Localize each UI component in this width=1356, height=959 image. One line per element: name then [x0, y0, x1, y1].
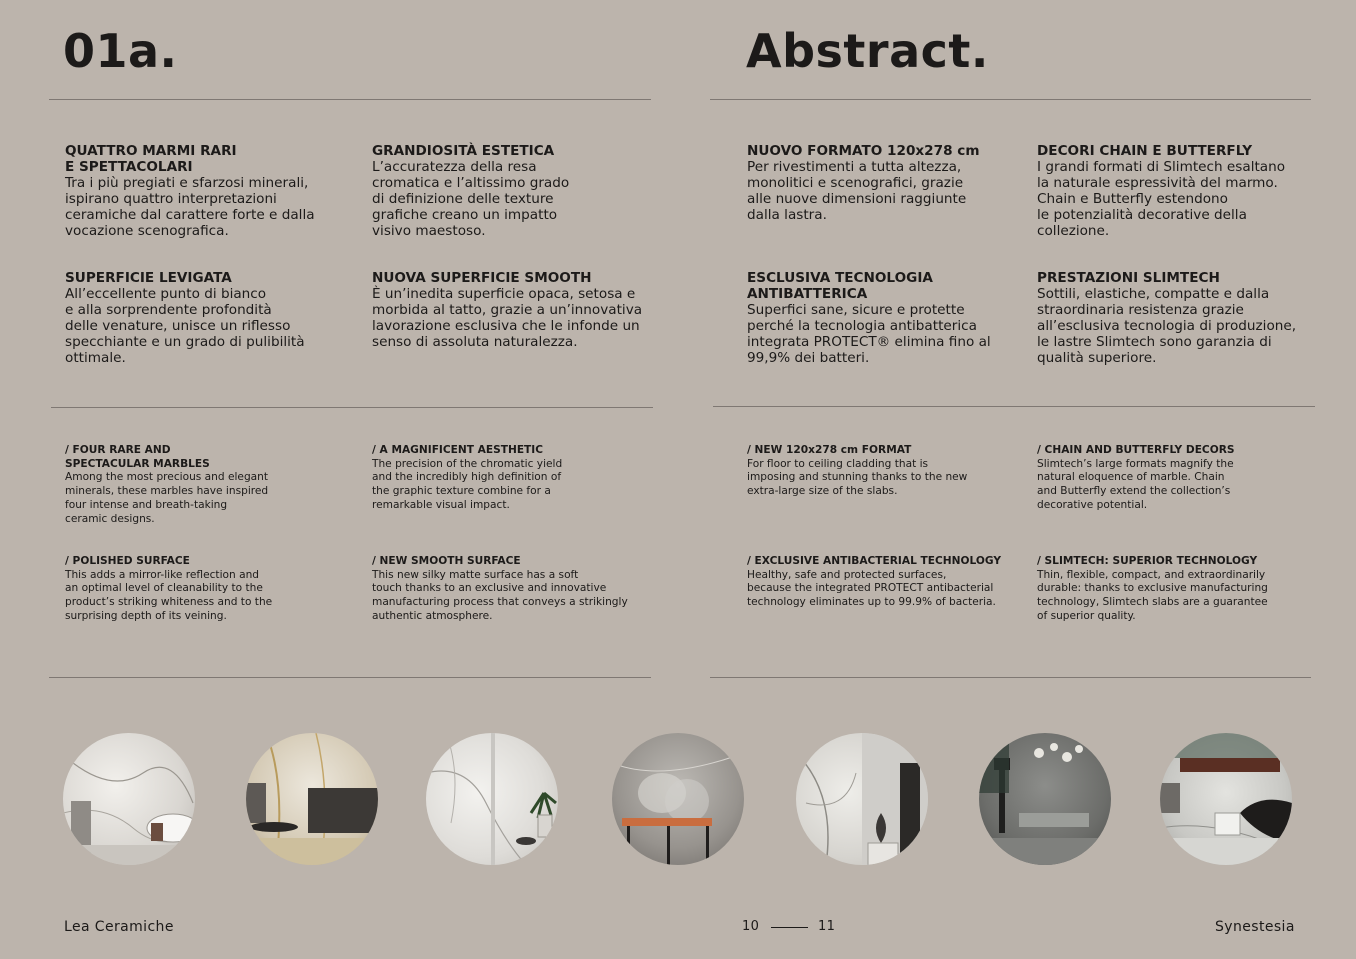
- footer-collection: Synestesia: [1215, 919, 1295, 935]
- en-body: Thin, flexible, compact, and extraordinarily durable: thanks to exclusive manufacturing technology, Slimtech slabs are a guarantee of superior quality.: [1037, 568, 1268, 622]
- it-body: Superfici sane, sicure e protette perché la tecnologia antibatterica integrata PROTECT® elimina fino al 99,9% dei batteri.: [747, 302, 991, 366]
- it-body: All’eccellente punto di bianco e alla sorprendente profondità delle venature, unisce un riflesso specchiante e un grado di pulibilità ottimale.: [65, 286, 305, 366]
- it-block-antibatterica: [747, 270, 1017, 366]
- gold-marble-living-image: [246, 733, 378, 865]
- it-heading: GRANDIOSITÀ ESTETICA: [372, 143, 555, 159]
- en-block-slimtech: [1037, 555, 1317, 624]
- en-heading: / SLIMTECH: SUPERIOR TECHNOLOGY: [1037, 555, 1258, 567]
- en-heading: / CHAIN AND BUTTERFLY DECORS: [1037, 444, 1235, 456]
- luxury-bathroom-image: [1160, 733, 1292, 865]
- en-body: Healthy, safe and protected surfaces, because the integrated PROTECT antibacterial technology eliminates up to 99.9% of bacteria.: [747, 568, 996, 609]
- it-body: Per rivestimenti a tutta altezza, monolitici e scenografici, grazie alle nuove dimensioni raggiunte dalla lastra.: [747, 159, 967, 223]
- it-block-nuovo-formato: [747, 143, 1017, 223]
- en-body: This new silky matte surface has a soft touch thanks to an exclusive and innovative manufacturing process that conveys a strikingly authentic atmosphere.: [372, 568, 628, 622]
- divider-top-right: [710, 99, 1311, 100]
- en-heading: / NEW 120x278 cm FORMAT: [747, 444, 912, 456]
- page-number-divider: [771, 927, 808, 928]
- page-title: Abstract.: [746, 24, 989, 78]
- it-block-superficie-smooth: [372, 270, 662, 350]
- marble-bathroom-image: [63, 733, 195, 865]
- en-block-new-format: [747, 444, 1007, 499]
- en-body: This adds a mirror-like reflection and an optimal level of cleanability to the product’s striking whiteness and to the surprising depth of its veining.: [65, 568, 273, 622]
- page-number-right: 11: [818, 919, 836, 934]
- en-body: Slimtech’s large formats magnify the natural eloquence of marble. Chain and Butterfly extend the collection’s decorative potential.: [1037, 457, 1234, 511]
- en-body: The precision of the chromatic yield and the incredibly high definition of the graphic texture combine for a remarkable visual impact.: [372, 457, 563, 511]
- it-body: L’accuratezza della resa cromatica e l’altissimo grado di definizione delle texture grafiche creano un impatto visivo maestoso.: [372, 159, 570, 239]
- divider-mid-right: [713, 406, 1315, 407]
- en-heading: / FOUR RARE AND SPECTACULAR MARBLES: [65, 444, 210, 470]
- it-body: Tra i più pregiati e sfarzosi minerali, ispirano quattro interpretazioni ceramiche dal carattere forte e dalla vocazione scenografica.: [65, 175, 315, 239]
- en-block-polished: [65, 555, 325, 624]
- it-heading: SUPERFICIE LEVIGATA: [65, 270, 232, 286]
- it-body: Sottili, elastiche, compatte e dalla straordinaria resistenza grazie all’esclusiva tecnologia di produzione, le lastre Slimtech sono garanzia di qualità superiore.: [1037, 286, 1297, 366]
- divider-top-left: [49, 99, 651, 100]
- grey-marble-vases-image: [612, 733, 744, 865]
- white-marble-plant-image: [426, 733, 558, 865]
- it-block-prestazioni: [1037, 270, 1327, 366]
- en-heading: / EXCLUSIVE ANTIBACTERIAL TECHNOLOGY: [747, 555, 1001, 567]
- en-body: For floor to ceiling cladding that is imposing and stunning thanks to the new extra-large size of the slabs.: [747, 457, 968, 498]
- it-block-quattro-marmi: [65, 143, 335, 239]
- en-block-aesthetic: [372, 444, 632, 513]
- it-heading: DECORI CHAIN E BUTTERFLY: [1037, 143, 1253, 159]
- dark-lounge-image: [979, 733, 1111, 865]
- en-heading: / NEW SMOOTH SURFACE: [372, 555, 521, 567]
- it-block-superficie-levigata: [65, 270, 335, 366]
- en-heading: / POLISHED SURFACE: [65, 555, 190, 567]
- it-heading: QUATTRO MARMI RARI E SPETTACOLARI: [65, 143, 237, 175]
- it-block-grandiosita: [372, 143, 642, 239]
- it-block-decori: [1037, 143, 1327, 239]
- marble-sculpture-image: [796, 733, 928, 865]
- divider-bottom-left: [49, 677, 651, 678]
- en-block-antibacterial: [747, 555, 1017, 610]
- it-heading: PRESTAZIONI SLIMTECH: [1037, 270, 1220, 286]
- it-heading: NUOVA SUPERFICIE SMOOTH: [372, 270, 592, 286]
- en-block-smooth: [372, 555, 672, 624]
- it-body: I grandi formati di Slimtech esaltano la naturale espressività del marmo. Chain e Butterfly estendono le potenzialità decorative della collezione.: [1037, 159, 1286, 239]
- page-number-left: 10: [742, 919, 760, 934]
- it-body: È un’inedita superficie opaca, setosa e morbida al tatto, grazie a un’innovativa lavorazione esclusiva che le infonde un senso di assoluta naturalezza.: [372, 286, 643, 350]
- divider-mid-left: [51, 407, 653, 408]
- en-block-decors: [1037, 444, 1297, 513]
- it-heading: NUOVO FORMATO 120x278 cm: [747, 143, 980, 159]
- en-block-four-marbles: [65, 444, 325, 526]
- en-body: Among the most precious and elegant minerals, these marbles have inspired four intense and breath-taking ceramic designs.: [65, 471, 269, 525]
- divider-bottom-right: [710, 677, 1311, 678]
- it-heading: ESCLUSIVA TECNOLOGIA ANTIBATTERICA: [747, 270, 933, 302]
- en-heading: / A MAGNIFICENT AESTHETIC: [372, 444, 543, 456]
- section-number: 01a.: [63, 24, 178, 78]
- footer-brand: Lea Ceramiche: [64, 919, 174, 935]
